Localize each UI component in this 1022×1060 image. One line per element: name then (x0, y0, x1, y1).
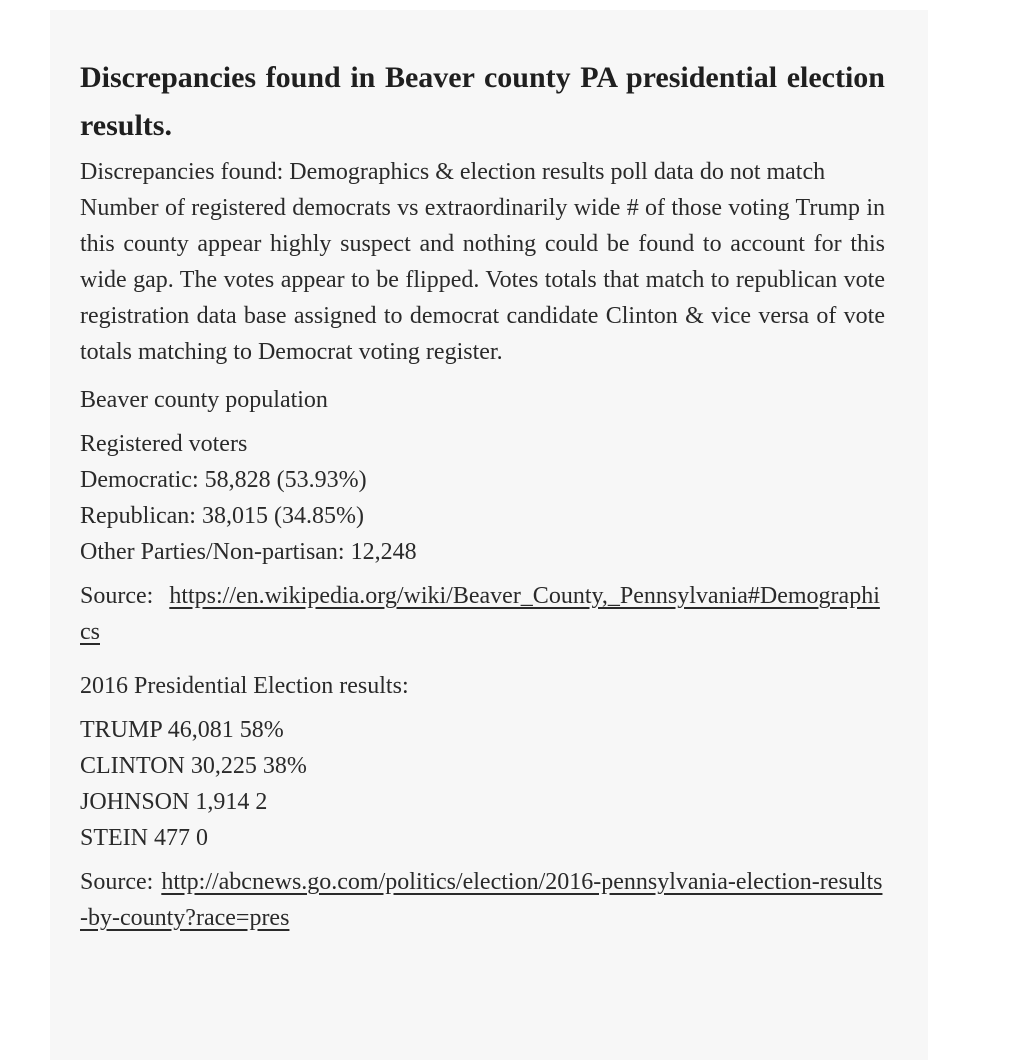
article-title: Discrepancies found in Beaver county PA presidential election results. (80, 61, 885, 142)
population-section (80, 382, 885, 650)
population-source (80, 578, 885, 650)
result-johnson: JOHNSON 1,914 2 (80, 789, 268, 815)
election-heading: 2016 Presidential Election results: (80, 673, 409, 699)
registered-voters-list (80, 426, 885, 570)
election-section (80, 668, 885, 936)
registered-democratic: Democratic: 58,828 (53.93%) (80, 467, 367, 493)
article-page (50, 10, 928, 1060)
population-source-label: Source: (80, 583, 154, 609)
article-summary: Discrepancies found: Demographics & election results poll data do not match (80, 159, 826, 185)
result-trump: TRUMP 46,081 58% (80, 717, 284, 743)
result-stein: STEIN 477 0 (80, 825, 208, 851)
election-source-link[interactable]: http://abcnews.go.com/politics/election/2016-pennsylvania-election-results-by-county?race=pres (80, 869, 883, 931)
population-source-link[interactable]: https://en.wikipedia.org/wiki/Beaver_County,_Pennsylvania#Demographics (80, 583, 880, 645)
article-body: Number of registered democrats vs extraordinarily wide # of those voting Trump in this county appear highly suspect and nothing could be found to account for this wide gap. The votes appear to be flipped. Votes totals that match to republican vote registration data base assigned to democrat candidate Clinton & vice versa of vote totals matching to Democrat voting register. (80, 195, 885, 365)
election-results-list (80, 712, 885, 856)
article-content (80, 40, 885, 936)
population-heading: Beaver county population (80, 387, 328, 413)
result-clinton: CLINTON 30,225 38% (80, 753, 307, 779)
election-source (80, 864, 885, 936)
registered-voters-heading: Registered voters (80, 431, 248, 457)
registered-republican: Republican: 38,015 (34.85%) (80, 503, 364, 529)
election-source-label: Source: (80, 869, 154, 895)
registered-other: Other Parties/Non-partisan: 12,248 (80, 539, 417, 565)
